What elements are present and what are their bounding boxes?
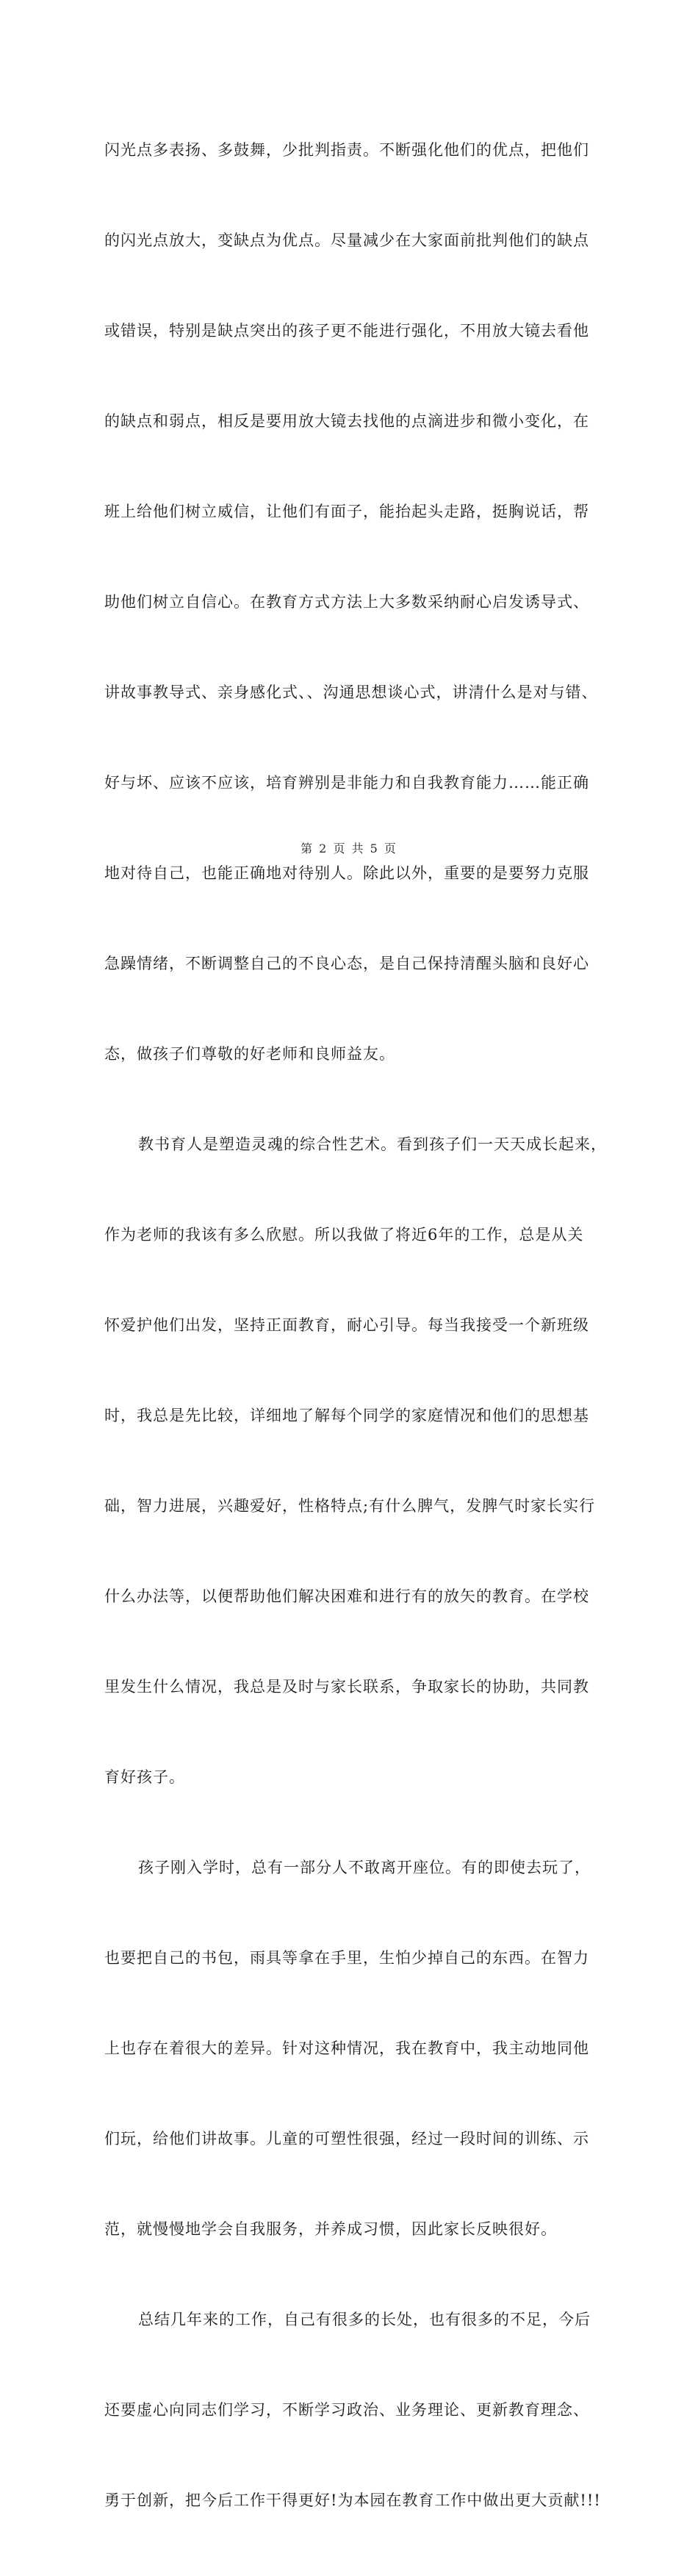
body-text: [104, 75, 607, 2576]
text-line: 急躁情绪，不断调整自己的不良心态，是自己保持清醒头脑和良好心: [104, 955, 589, 972]
page-number-footer: 第 2 页 共 5 页: [301, 842, 397, 855]
text-line: 地对待自己，也能正确地对待别人。除此以外，重要的是要努力克服: [104, 864, 589, 882]
text-line: 还要虚心向同志们学习，不断学习政治、业务理论、更新教育理念、: [104, 2401, 589, 2419]
text-line: 什么办法等，以便帮助他们解决困难和进行有的放矢的教育。在学校: [104, 1587, 589, 1605]
text-line: 的缺点和弱点，相反是要用放大镜去找他的点滴进步和微小变化，在: [104, 412, 589, 430]
text-line: 里发生什么情况，我总是及时与家长联系，争取家长的协助，共同教: [104, 1678, 589, 1696]
text-line: 的闪光点放大，变缺点为优点。尽量减少在大家面前批判他们的缺点: [104, 232, 589, 249]
text-line: 时，我总是先比较，详细地了解每个同学的家庭情况和他们的思想基: [104, 1407, 589, 1424]
text-line: 态，做孩子们尊敬的好老师和良师益友。: [104, 1045, 395, 1063]
text-line: 也要把自己的书包，雨具等拿在手里，生怕少掉自己的东西。在智力: [104, 1949, 589, 1967]
text-line: 范，就慢慢地学会自我服务，并养成习惯，因此家长反映很好。: [104, 2220, 557, 2238]
text-line: 础，智力进展，兴趣爱好，性格特点;有什么脾气，发脾气时家长实行: [104, 1497, 596, 1515]
paragraph-start-line: 孩子刚入学时，总有一部分人不敢离开座位。有的即使去玩了，: [138, 1859, 591, 1876]
text-line: 育好孩子。: [104, 1768, 185, 1786]
text-line: 闪光点多表扬、多鼓舞，少批判指责。不断强化他们的优点，把他们: [104, 141, 589, 159]
text-line: 怀爱护他们出发，坚持正面教育，耐心引导。每当我接受一个新班级: [104, 1316, 589, 1334]
paragraph-start-line: 总结几年来的工作，自己有很多的长处，也有很多的不足，今后: [138, 2311, 591, 2328]
text-line: 们玩，给他们讲故事。儿童的可塑性很强，经过一段时间的训练、示: [104, 2130, 589, 2148]
text-line: 助他们树立自信心。在教育方式方法上大多数采纳耐心启发诱导式、: [104, 593, 589, 611]
text-line: 好与坏、应该不应该，培育辨别是非能力和自我教育能力……能正确: [104, 774, 589, 792]
text-line: 班上给他们树立威信，让他们有面子，能抬起头走路，挺胸说话，帮: [104, 503, 589, 520]
paragraph-start-line: 教书育人是塑造灵魂的综合性艺术。看到孩子们一天天成长起来，: [138, 1135, 607, 1153]
text-line: 勇于创新，把今后工作干得更好!为本园在教育工作中做出更大贡献!!!: [104, 2491, 601, 2509]
text-line: 或错误，特别是缺点突出的孩子更不能进行强化，不用放大镜去看他: [104, 322, 589, 340]
text-line: 作为老师的我该有多么欣慰。所以我做了将近6年的工作，总是从关: [104, 1226, 584, 1244]
text-line: 讲故事教导式、亲身感化式、、沟通思想谈心式，讲清什么是对与错、: [104, 684, 598, 701]
text-line: 上也存在着很大的差异。针对这种情况，我在教育中，我主动地同他: [104, 2039, 589, 2057]
